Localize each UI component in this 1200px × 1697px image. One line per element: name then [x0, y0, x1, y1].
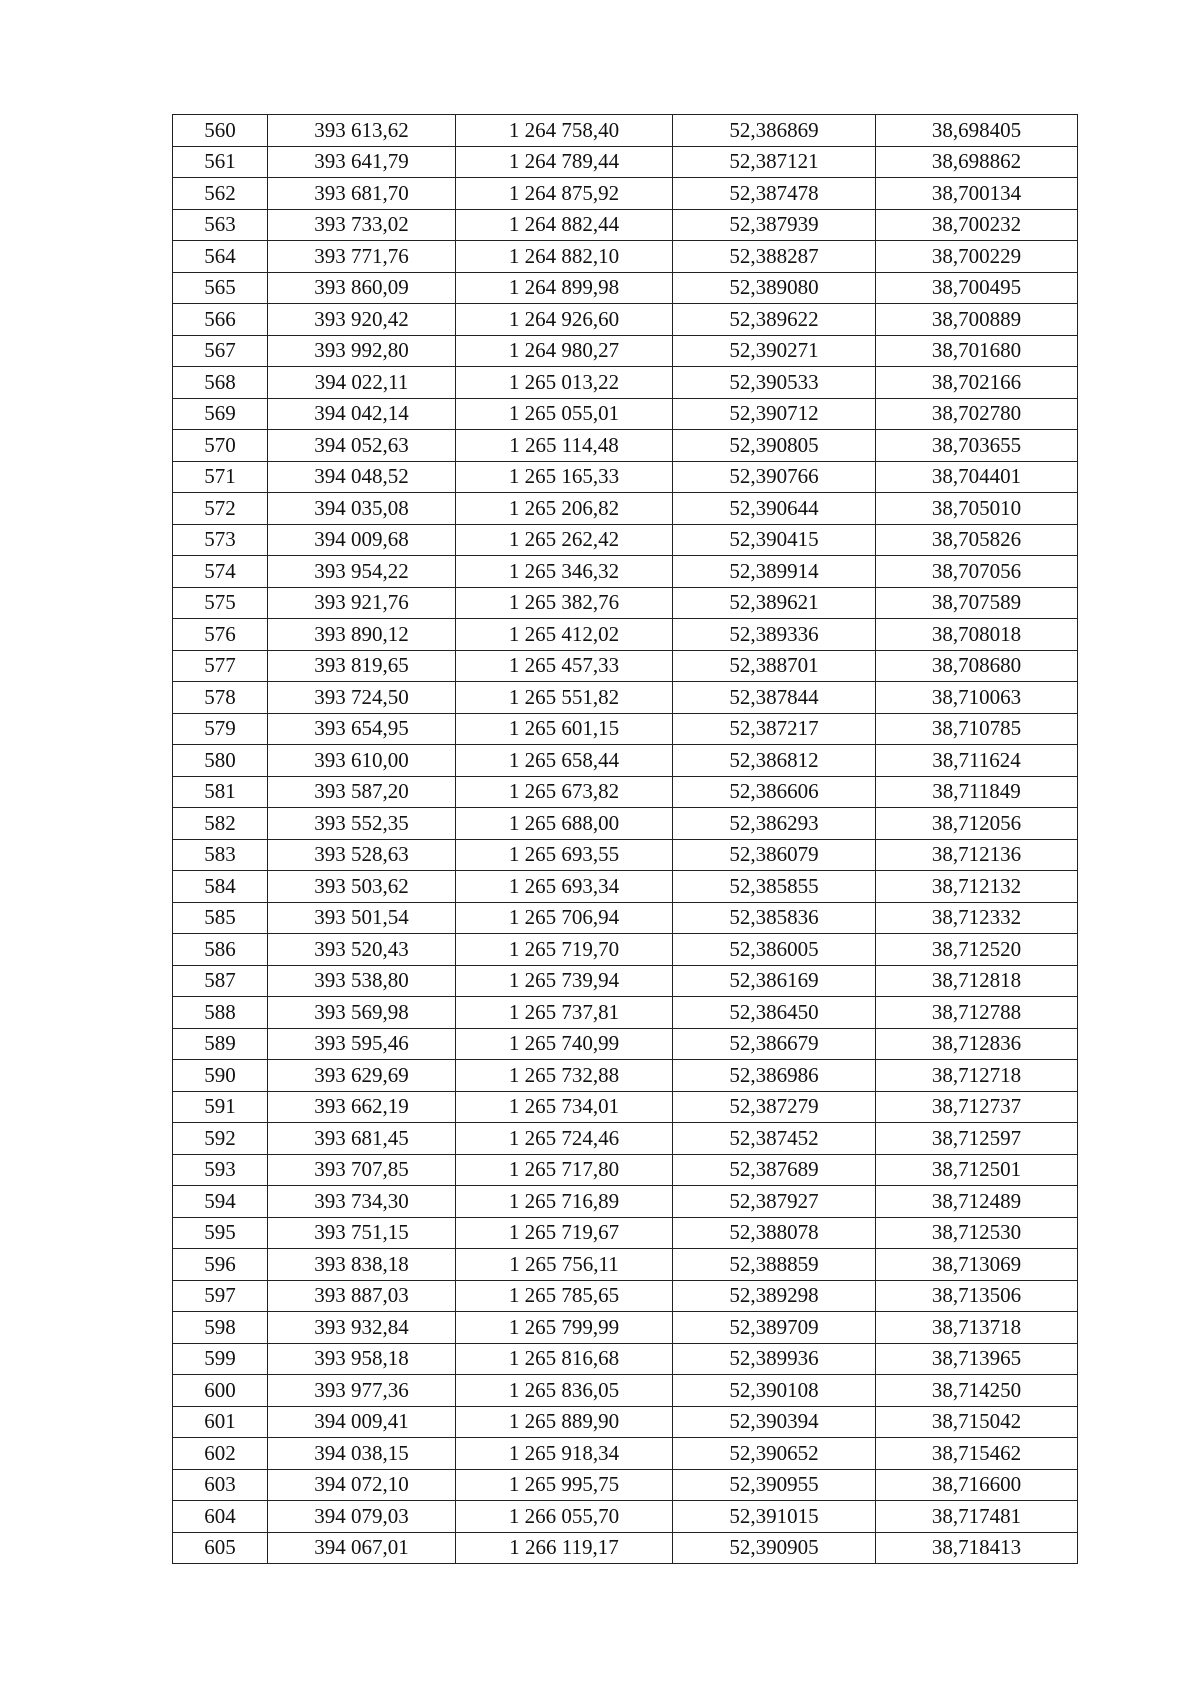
- latitude-cell: 52,386005: [673, 934, 876, 966]
- table-row: [173, 1375, 1078, 1407]
- y-coordinate-cell: 1 265 785,65: [456, 1280, 673, 1312]
- table-row: [173, 115, 1078, 147]
- point-number-cell: 560: [173, 115, 268, 147]
- longitude-cell: 38,704401: [876, 461, 1078, 493]
- x-coordinate-cell: 393 887,03: [268, 1280, 456, 1312]
- x-coordinate-cell: 394 048,52: [268, 461, 456, 493]
- table-row: [173, 272, 1078, 304]
- x-coordinate-cell: 393 890,12: [268, 619, 456, 651]
- table-row: [173, 524, 1078, 556]
- point-number-cell: 562: [173, 178, 268, 210]
- y-coordinate-cell: 1 264 899,98: [456, 272, 673, 304]
- latitude-cell: 52,387478: [673, 178, 876, 210]
- longitude-cell: 38,712056: [876, 808, 1078, 840]
- latitude-cell: 52,390955: [673, 1469, 876, 1501]
- x-coordinate-cell: 393 662,19: [268, 1091, 456, 1123]
- y-coordinate-cell: 1 265 412,02: [456, 619, 673, 651]
- point-number-cell: 601: [173, 1406, 268, 1438]
- x-coordinate-cell: 393 707,85: [268, 1154, 456, 1186]
- table-row: [173, 178, 1078, 210]
- y-coordinate-cell: 1 265 673,82: [456, 776, 673, 808]
- y-coordinate-cell: 1 265 658,44: [456, 745, 673, 777]
- point-number-cell: 590: [173, 1060, 268, 1092]
- longitude-cell: 38,713506: [876, 1280, 1078, 1312]
- latitude-cell: 52,387689: [673, 1154, 876, 1186]
- x-coordinate-cell: 393 920,42: [268, 304, 456, 336]
- point-number-cell: 578: [173, 682, 268, 714]
- point-number-cell: 561: [173, 146, 268, 178]
- point-number-cell: 565: [173, 272, 268, 304]
- latitude-cell: 52,390805: [673, 430, 876, 462]
- x-coordinate-cell: 393 520,43: [268, 934, 456, 966]
- table-row: [173, 430, 1078, 462]
- table-row: [173, 1091, 1078, 1123]
- table-row: [173, 1060, 1078, 1092]
- x-coordinate-cell: 393 610,00: [268, 745, 456, 777]
- table-row: [173, 1469, 1078, 1501]
- latitude-cell: 52,386869: [673, 115, 876, 147]
- point-number-cell: 595: [173, 1217, 268, 1249]
- table-row: [173, 587, 1078, 619]
- point-number-cell: 572: [173, 493, 268, 525]
- point-number-cell: 592: [173, 1123, 268, 1155]
- y-coordinate-cell: 1 265 206,82: [456, 493, 673, 525]
- point-number-cell: 571: [173, 461, 268, 493]
- y-coordinate-cell: 1 265 165,33: [456, 461, 673, 493]
- x-coordinate-cell: 393 954,22: [268, 556, 456, 588]
- y-coordinate-cell: 1 265 457,33: [456, 650, 673, 682]
- table-row: [173, 1406, 1078, 1438]
- point-number-cell: 576: [173, 619, 268, 651]
- latitude-cell: 52,387279: [673, 1091, 876, 1123]
- y-coordinate-cell: 1 265 114,48: [456, 430, 673, 462]
- y-coordinate-cell: 1 265 737,81: [456, 997, 673, 1029]
- longitude-cell: 38,710063: [876, 682, 1078, 714]
- point-number-cell: 593: [173, 1154, 268, 1186]
- point-number-cell: 582: [173, 808, 268, 840]
- latitude-cell: 52,390652: [673, 1438, 876, 1470]
- point-number-cell: 604: [173, 1501, 268, 1533]
- latitude-cell: 52,386169: [673, 965, 876, 997]
- x-coordinate-cell: 393 860,09: [268, 272, 456, 304]
- latitude-cell: 52,390271: [673, 335, 876, 367]
- longitude-cell: 38,712788: [876, 997, 1078, 1029]
- point-number-cell: 569: [173, 398, 268, 430]
- longitude-cell: 38,715042: [876, 1406, 1078, 1438]
- longitude-cell: 38,712489: [876, 1186, 1078, 1218]
- x-coordinate-cell: 393 751,15: [268, 1217, 456, 1249]
- latitude-cell: 52,389621: [673, 587, 876, 619]
- y-coordinate-cell: 1 265 716,89: [456, 1186, 673, 1218]
- point-number-cell: 589: [173, 1028, 268, 1060]
- x-coordinate-cell: 393 613,62: [268, 115, 456, 147]
- latitude-cell: 52,389622: [673, 304, 876, 336]
- x-coordinate-cell: 394 072,10: [268, 1469, 456, 1501]
- latitude-cell: 52,390766: [673, 461, 876, 493]
- latitude-cell: 52,387121: [673, 146, 876, 178]
- y-coordinate-cell: 1 265 013,22: [456, 367, 673, 399]
- y-coordinate-cell: 1 265 719,67: [456, 1217, 673, 1249]
- longitude-cell: 38,708018: [876, 619, 1078, 651]
- table-row: [173, 1217, 1078, 1249]
- y-coordinate-cell: 1 264 980,27: [456, 335, 673, 367]
- longitude-cell: 38,700495: [876, 272, 1078, 304]
- x-coordinate-cell: 393 733,02: [268, 209, 456, 241]
- longitude-cell: 38,702780: [876, 398, 1078, 430]
- x-coordinate-cell: 393 552,35: [268, 808, 456, 840]
- y-coordinate-cell: 1 265 732,88: [456, 1060, 673, 1092]
- latitude-cell: 52,388287: [673, 241, 876, 273]
- point-number-cell: 581: [173, 776, 268, 808]
- table-row: [173, 619, 1078, 651]
- x-coordinate-cell: 393 921,76: [268, 587, 456, 619]
- x-coordinate-cell: 394 038,15: [268, 1438, 456, 1470]
- longitude-cell: 38,711624: [876, 745, 1078, 777]
- y-coordinate-cell: 1 265 717,80: [456, 1154, 673, 1186]
- x-coordinate-cell: 393 654,95: [268, 713, 456, 745]
- longitude-cell: 38,713965: [876, 1343, 1078, 1375]
- longitude-cell: 38,702166: [876, 367, 1078, 399]
- longitude-cell: 38,714250: [876, 1375, 1078, 1407]
- point-number-cell: 573: [173, 524, 268, 556]
- point-number-cell: 570: [173, 430, 268, 462]
- y-coordinate-cell: 1 265 382,76: [456, 587, 673, 619]
- table-row: [173, 682, 1078, 714]
- latitude-cell: 52,391015: [673, 1501, 876, 1533]
- longitude-cell: 38,705010: [876, 493, 1078, 525]
- y-coordinate-cell: 1 265 740,99: [456, 1028, 673, 1060]
- y-coordinate-cell: 1 265 688,00: [456, 808, 673, 840]
- y-coordinate-cell: 1 265 724,46: [456, 1123, 673, 1155]
- point-number-cell: 567: [173, 335, 268, 367]
- point-number-cell: 599: [173, 1343, 268, 1375]
- x-coordinate-cell: 393 503,62: [268, 871, 456, 903]
- longitude-cell: 38,717481: [876, 1501, 1078, 1533]
- table-row: [173, 997, 1078, 1029]
- table-row: [173, 1123, 1078, 1155]
- coordinates-table-body: [173, 115, 1078, 1564]
- latitude-cell: 52,389080: [673, 272, 876, 304]
- x-coordinate-cell: 393 501,54: [268, 902, 456, 934]
- longitude-cell: 38,698405: [876, 115, 1078, 147]
- x-coordinate-cell: 393 681,70: [268, 178, 456, 210]
- x-coordinate-cell: 393 819,65: [268, 650, 456, 682]
- y-coordinate-cell: 1 265 055,01: [456, 398, 673, 430]
- y-coordinate-cell: 1 265 739,94: [456, 965, 673, 997]
- point-number-cell: 587: [173, 965, 268, 997]
- latitude-cell: 52,386812: [673, 745, 876, 777]
- longitude-cell: 38,712718: [876, 1060, 1078, 1092]
- table-row: [173, 1501, 1078, 1533]
- table-row: [173, 1438, 1078, 1470]
- table-row: [173, 1280, 1078, 1312]
- longitude-cell: 38,701680: [876, 335, 1078, 367]
- latitude-cell: 52,385836: [673, 902, 876, 934]
- latitude-cell: 52,390644: [673, 493, 876, 525]
- point-number-cell: 586: [173, 934, 268, 966]
- longitude-cell: 38,712501: [876, 1154, 1078, 1186]
- table-row: [173, 1532, 1078, 1564]
- y-coordinate-cell: 1 265 734,01: [456, 1091, 673, 1123]
- x-coordinate-cell: 393 734,30: [268, 1186, 456, 1218]
- y-coordinate-cell: 1 265 551,82: [456, 682, 673, 714]
- longitude-cell: 38,712737: [876, 1091, 1078, 1123]
- point-number-cell: 577: [173, 650, 268, 682]
- point-number-cell: 596: [173, 1249, 268, 1281]
- table-row: [173, 1028, 1078, 1060]
- y-coordinate-cell: 1 266 119,17: [456, 1532, 673, 1564]
- table-row: [173, 493, 1078, 525]
- y-coordinate-cell: 1 265 995,75: [456, 1469, 673, 1501]
- longitude-cell: 38,712597: [876, 1123, 1078, 1155]
- x-coordinate-cell: 393 724,50: [268, 682, 456, 714]
- longitude-cell: 38,715462: [876, 1438, 1078, 1470]
- point-number-cell: 605: [173, 1532, 268, 1564]
- longitude-cell: 38,710785: [876, 713, 1078, 745]
- latitude-cell: 52,390108: [673, 1375, 876, 1407]
- y-coordinate-cell: 1 265 889,90: [456, 1406, 673, 1438]
- latitude-cell: 52,389336: [673, 619, 876, 651]
- y-coordinate-cell: 1 265 706,94: [456, 902, 673, 934]
- point-number-cell: 566: [173, 304, 268, 336]
- x-coordinate-cell: 394 067,01: [268, 1532, 456, 1564]
- point-number-cell: 563: [173, 209, 268, 241]
- x-coordinate-cell: 393 838,18: [268, 1249, 456, 1281]
- point-number-cell: 591: [173, 1091, 268, 1123]
- x-coordinate-cell: 393 595,46: [268, 1028, 456, 1060]
- point-number-cell: 568: [173, 367, 268, 399]
- y-coordinate-cell: 1 265 816,68: [456, 1343, 673, 1375]
- longitude-cell: 38,713718: [876, 1312, 1078, 1344]
- table-row: [173, 556, 1078, 588]
- y-coordinate-cell: 1 264 758,40: [456, 115, 673, 147]
- latitude-cell: 52,390712: [673, 398, 876, 430]
- longitude-cell: 38,700229: [876, 241, 1078, 273]
- y-coordinate-cell: 1 265 601,15: [456, 713, 673, 745]
- table-row: [173, 1249, 1078, 1281]
- point-number-cell: 575: [173, 587, 268, 619]
- table-row: [173, 776, 1078, 808]
- latitude-cell: 52,385855: [673, 871, 876, 903]
- x-coordinate-cell: 393 932,84: [268, 1312, 456, 1344]
- point-number-cell: 597: [173, 1280, 268, 1312]
- point-number-cell: 564: [173, 241, 268, 273]
- longitude-cell: 38,708680: [876, 650, 1078, 682]
- table-row: [173, 304, 1078, 336]
- longitude-cell: 38,716600: [876, 1469, 1078, 1501]
- latitude-cell: 52,387927: [673, 1186, 876, 1218]
- point-number-cell: 588: [173, 997, 268, 1029]
- y-coordinate-cell: 1 264 926,60: [456, 304, 673, 336]
- longitude-cell: 38,707056: [876, 556, 1078, 588]
- y-coordinate-cell: 1 264 882,44: [456, 209, 673, 241]
- latitude-cell: 52,386450: [673, 997, 876, 1029]
- table-row: [173, 650, 1078, 682]
- table-row: [173, 965, 1078, 997]
- latitude-cell: 52,390533: [673, 367, 876, 399]
- x-coordinate-cell: 393 569,98: [268, 997, 456, 1029]
- y-coordinate-cell: 1 265 346,32: [456, 556, 673, 588]
- table-row: [173, 146, 1078, 178]
- longitude-cell: 38,705826: [876, 524, 1078, 556]
- longitude-cell: 38,712530: [876, 1217, 1078, 1249]
- x-coordinate-cell: 393 587,20: [268, 776, 456, 808]
- longitude-cell: 38,707589: [876, 587, 1078, 619]
- table-row: [173, 1343, 1078, 1375]
- y-coordinate-cell: 1 264 789,44: [456, 146, 673, 178]
- y-coordinate-cell: 1 264 882,10: [456, 241, 673, 273]
- y-coordinate-cell: 1 265 799,99: [456, 1312, 673, 1344]
- x-coordinate-cell: 394 009,68: [268, 524, 456, 556]
- point-number-cell: 600: [173, 1375, 268, 1407]
- point-number-cell: 579: [173, 713, 268, 745]
- longitude-cell: 38,700232: [876, 209, 1078, 241]
- point-number-cell: 585: [173, 902, 268, 934]
- y-coordinate-cell: 1 265 756,11: [456, 1249, 673, 1281]
- latitude-cell: 52,390394: [673, 1406, 876, 1438]
- coordinates-table: [172, 114, 1078, 1564]
- point-number-cell: 598: [173, 1312, 268, 1344]
- latitude-cell: 52,386606: [673, 776, 876, 808]
- latitude-cell: 52,389914: [673, 556, 876, 588]
- longitude-cell: 38,712520: [876, 934, 1078, 966]
- point-number-cell: 584: [173, 871, 268, 903]
- longitude-cell: 38,700889: [876, 304, 1078, 336]
- point-number-cell: 594: [173, 1186, 268, 1218]
- latitude-cell: 52,387452: [673, 1123, 876, 1155]
- x-coordinate-cell: 393 992,80: [268, 335, 456, 367]
- y-coordinate-cell: 1 265 918,34: [456, 1438, 673, 1470]
- table-row: [173, 335, 1078, 367]
- table-row: [173, 461, 1078, 493]
- latitude-cell: 52,387844: [673, 682, 876, 714]
- table-row: [173, 1186, 1078, 1218]
- table-row: [173, 902, 1078, 934]
- table-row: [173, 839, 1078, 871]
- table-row: [173, 1154, 1078, 1186]
- y-coordinate-cell: 1 265 262,42: [456, 524, 673, 556]
- y-coordinate-cell: 1 265 693,34: [456, 871, 673, 903]
- x-coordinate-cell: 393 681,45: [268, 1123, 456, 1155]
- latitude-cell: 52,388701: [673, 650, 876, 682]
- longitude-cell: 38,713069: [876, 1249, 1078, 1281]
- point-number-cell: 580: [173, 745, 268, 777]
- x-coordinate-cell: 394 042,14: [268, 398, 456, 430]
- longitude-cell: 38,698862: [876, 146, 1078, 178]
- x-coordinate-cell: 393 629,69: [268, 1060, 456, 1092]
- point-number-cell: 574: [173, 556, 268, 588]
- x-coordinate-cell: 394 022,11: [268, 367, 456, 399]
- latitude-cell: 52,388078: [673, 1217, 876, 1249]
- table-row: [173, 1312, 1078, 1344]
- x-coordinate-cell: 394 079,03: [268, 1501, 456, 1533]
- longitude-cell: 38,718413: [876, 1532, 1078, 1564]
- point-number-cell: 603: [173, 1469, 268, 1501]
- y-coordinate-cell: 1 265 719,70: [456, 934, 673, 966]
- x-coordinate-cell: 394 035,08: [268, 493, 456, 525]
- latitude-cell: 52,387217: [673, 713, 876, 745]
- table-row: [173, 209, 1078, 241]
- x-coordinate-cell: 393 641,79: [268, 146, 456, 178]
- latitude-cell: 52,386679: [673, 1028, 876, 1060]
- latitude-cell: 52,389298: [673, 1280, 876, 1312]
- longitude-cell: 38,712836: [876, 1028, 1078, 1060]
- y-coordinate-cell: 1 266 055,70: [456, 1501, 673, 1533]
- y-coordinate-cell: 1 265 693,55: [456, 839, 673, 871]
- table-row: [173, 808, 1078, 840]
- point-number-cell: 583: [173, 839, 268, 871]
- table-row: [173, 367, 1078, 399]
- longitude-cell: 38,712818: [876, 965, 1078, 997]
- x-coordinate-cell: 393 977,36: [268, 1375, 456, 1407]
- latitude-cell: 52,388859: [673, 1249, 876, 1281]
- latitude-cell: 52,389936: [673, 1343, 876, 1375]
- table-row: [173, 713, 1078, 745]
- y-coordinate-cell: 1 264 875,92: [456, 178, 673, 210]
- latitude-cell: 52,386986: [673, 1060, 876, 1092]
- longitude-cell: 38,700134: [876, 178, 1078, 210]
- x-coordinate-cell: 393 528,63: [268, 839, 456, 871]
- point-number-cell: 602: [173, 1438, 268, 1470]
- longitude-cell: 38,703655: [876, 430, 1078, 462]
- x-coordinate-cell: 393 958,18: [268, 1343, 456, 1375]
- longitude-cell: 38,712332: [876, 902, 1078, 934]
- table-row: [173, 745, 1078, 777]
- longitude-cell: 38,712136: [876, 839, 1078, 871]
- y-coordinate-cell: 1 265 836,05: [456, 1375, 673, 1407]
- latitude-cell: 52,389709: [673, 1312, 876, 1344]
- table-row: [173, 871, 1078, 903]
- table-row: [173, 241, 1078, 273]
- x-coordinate-cell: 393 538,80: [268, 965, 456, 997]
- latitude-cell: 52,390905: [673, 1532, 876, 1564]
- x-coordinate-cell: 394 052,63: [268, 430, 456, 462]
- x-coordinate-cell: 393 771,76: [268, 241, 456, 273]
- latitude-cell: 52,387939: [673, 209, 876, 241]
- latitude-cell: 52,386293: [673, 808, 876, 840]
- latitude-cell: 52,390415: [673, 524, 876, 556]
- table-row: [173, 934, 1078, 966]
- x-coordinate-cell: 394 009,41: [268, 1406, 456, 1438]
- longitude-cell: 38,711849: [876, 776, 1078, 808]
- latitude-cell: 52,386079: [673, 839, 876, 871]
- longitude-cell: 38,712132: [876, 871, 1078, 903]
- table-row: [173, 398, 1078, 430]
